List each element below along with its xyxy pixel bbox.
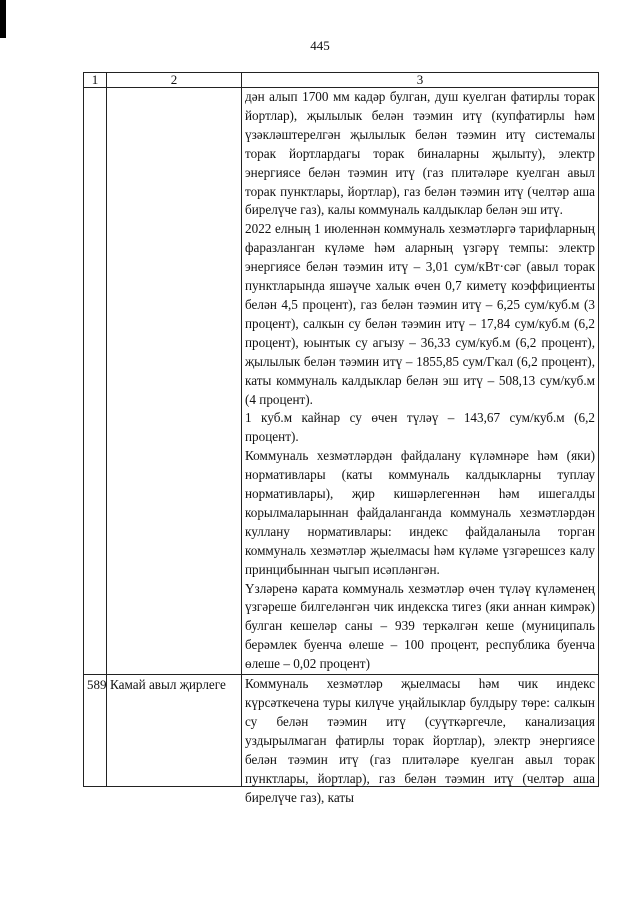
description-cell [242, 88, 599, 675]
header-col-2: 2 [107, 73, 242, 88]
header-col-1: 1 [84, 73, 107, 88]
settlement-name-cell [107, 88, 242, 675]
header-col-3: 3 [242, 73, 599, 88]
municipal-tariff-table [83, 72, 599, 805]
table-row-589 [84, 675, 599, 787]
paragraph-affected-people: Үзләренә карата коммуналь хезмәтләр өчен түләү күләменең үзгәреше билгеләнгән чик индекска тигез (яки аннан кимрәк) булган кешеләр саны – 939 теркәлгән кеше (муниципаль берәмлек буенча өлеше – 100 процент, республика буенча өлеше – 0,02 процент) [245, 580, 595, 672]
paragraph-consumption-norms: Коммуналь хезмәтләрдән файдалану күләмнәре һәм (яки) нормативлары (каты коммуналь калдыкларны туплау нормативлары), җир кишәрлегеннән һәм ишегалды корылмаларыннан файдаланганда коммуналь хезмәтләрдән куллану нормативлары: индекс файдаланыла торган коммуналь хезмәтләр җыелмасы һәм күләме үзгәрешсез калу принцибыннан чыгып исәпләнгән. [245, 448, 595, 577]
scan-edge-mark [0, 0, 6, 38]
paragraph-589-amenities: Коммуналь хезмәтләр җыелмасы һәм чик индекс күрсәткечена туры килүче уңайлыклар булдыру төре: салкын су белән тәэмин итү (суүткәргечле, канализация уздырылмаган фатирлы торак йортлар), электр энергиясе белән тәэмин итү (газ плитәләре куелган авыл торак пунктлары, йортлар), газ белән тәэмин итү (челтәр аша бирелүче газ), каты [245, 676, 595, 805]
row-number-cell [84, 88, 107, 675]
paragraph-amenities: дән алып 1700 мм кадәр булган, душ куелган фатирлы торак йортлар), җылылык белән тәэмин итү (купфатирлы һәм үзәкләштерелгән җылылык белән тәэмин итү системалы торак йортлардагы торак биналарны җылыту), электр энергиясе белән тәэмин итү (газ плитәләре куелган авыл торак пунктлары, йортлар), газ белән тәэмин итү (челтәр аша бирелүче газ), калы коммуналь калдыклар белән эш итү. [245, 89, 595, 218]
page-number: 445 [310, 38, 330, 53]
table-header-row [84, 73, 599, 88]
description-cell-589 [242, 675, 599, 805]
paragraph-tariffs: 2022 елның 1 июленнән коммуналь хезмәтләргә тарифларның фаразланган күләме һәм аларның үзгәрү темпы: электр энергиясе белән тәэмин итү – 3,01 сум/кВт·сәг (авыл торак пунктларында яшәүче халык өчен 0,7 киметү коэффициенты белән 4,5 процент), газ белән тәэмин итү – 6,25 сум/куб.м (3 процент), салкын су белән тәэмин итү – 17,84 сум/куб.м (6,2 процент), юынтык су агызу – 36,33 сум/куб.м (6,2 процент), җылылык белән тәэмин итү – 1855,85 сум/Гкал (6,2 процент), каты коммуналь калдыклар белән эш итү – 508,13 сум/куб.м (4 процент). [245, 221, 595, 407]
paragraph-hot-water: 1 куб.м кайнар су өчен түләү – 143,67 сум/куб.м (6,2 процент). [245, 410, 595, 445]
row-number: 589 [84, 675, 107, 787]
settlement-name: Камай авыл җирлеге [107, 675, 242, 787]
table-row-continued [84, 88, 599, 675]
